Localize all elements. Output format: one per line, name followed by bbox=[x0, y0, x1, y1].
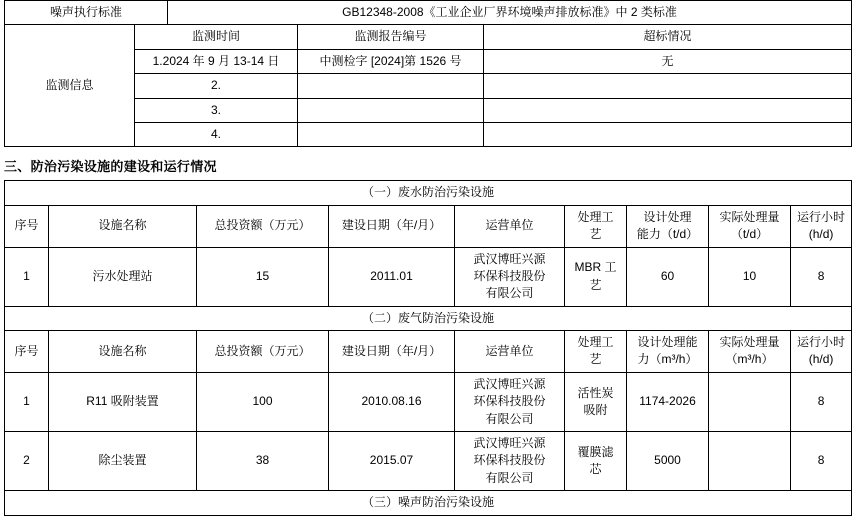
wg-header-hours-line1: 运行小时 bbox=[797, 335, 846, 350]
ww-header-actual-line1: 实际处理量 bbox=[719, 209, 780, 224]
ww-row1-craft: MBR 工艺 bbox=[565, 247, 627, 306]
wastegas-caption: （二）废气防治污染设施 bbox=[5, 306, 852, 330]
wg-row2-capacity: 5000 bbox=[627, 432, 709, 491]
noise-caption: （三）噪声防治污染设施 bbox=[5, 491, 852, 515]
wg-header-craft bbox=[565, 331, 627, 373]
monitor-time-value-1: 2024 年 9 月 13-14 日 bbox=[162, 53, 280, 68]
wg-row2-operator-line3: 有限公司 bbox=[485, 470, 534, 485]
pollution-facilities-table bbox=[4, 180, 852, 515]
wg-header-invest: 总投资额（万元） bbox=[197, 331, 329, 373]
ww-header-invest: 总投资额（万元） bbox=[197, 205, 329, 247]
wg-row1-date: 2010.08.16 bbox=[329, 372, 455, 431]
wg-row1-operator-line2: 环保科技股份 bbox=[473, 394, 546, 409]
noise-standard-value: GB12348-2008《工业企业厂界环境噪声排放标准》中 2 类标准 bbox=[168, 1, 852, 25]
wg-row1-actual bbox=[709, 372, 791, 431]
wg-header-hours-line2: (h/d) bbox=[808, 352, 834, 367]
table-row bbox=[5, 205, 852, 247]
monitor-info-table bbox=[4, 0, 852, 147]
monitor-time-2 bbox=[135, 74, 298, 98]
wg-row1-operator bbox=[455, 372, 565, 431]
wg-row2-operator-line1: 武汉博旺兴源 bbox=[473, 436, 546, 451]
wg-row1-operator-line3: 有限公司 bbox=[485, 411, 534, 426]
noise-standard-label: 噪声执行标准 bbox=[5, 1, 168, 25]
section-title: 三、防治污染设施的建设和运行情况 bbox=[4, 159, 217, 175]
ww-header-date: 建设日期（年/月） bbox=[329, 205, 455, 247]
wg-header-date: 建设日期（年/月） bbox=[329, 331, 455, 373]
exceed-status-4 bbox=[484, 122, 852, 146]
wg-row2-hours: 8 bbox=[791, 432, 852, 491]
ww-row1-capacity: 60 bbox=[627, 247, 709, 306]
report-no-1: 中测检字 [2024]第 1526 号 bbox=[298, 49, 484, 73]
ww-row1-operator-line1: 武汉博旺兴源 bbox=[473, 251, 546, 266]
wg-header-capacity bbox=[627, 331, 709, 373]
wg-row2-craft-line2: 芯 bbox=[589, 462, 602, 477]
row-index-4: 4. bbox=[211, 126, 222, 141]
monitor-time-3 bbox=[135, 98, 298, 122]
wg-header-no: 序号 bbox=[5, 331, 49, 373]
ww-header-actual-line2: （t/d） bbox=[730, 227, 769, 242]
report-no-4 bbox=[298, 122, 484, 146]
ww-header-hours-line1: 运行小时 bbox=[797, 209, 846, 224]
wg-header-operator: 运营单位 bbox=[455, 331, 565, 373]
monitor-time-4 bbox=[135, 122, 298, 146]
header-report-no: 监测报告编号 bbox=[298, 25, 484, 49]
table-row bbox=[5, 25, 852, 49]
wg-header-capacity-line2: 力（m³/h） bbox=[637, 352, 698, 367]
wg-row1-operator-line1: 武汉博旺兴源 bbox=[473, 376, 546, 391]
monitor-info-label: 监测信息 bbox=[5, 25, 135, 147]
row-index-2: 2. bbox=[211, 78, 222, 93]
wg-row1-name: R11 吸附装置 bbox=[49, 372, 197, 431]
ww-header-craft-line1: 处理工 bbox=[577, 209, 614, 224]
table-row bbox=[5, 247, 852, 306]
wg-row2-actual bbox=[709, 432, 791, 491]
row-index-1: 1. bbox=[152, 53, 163, 68]
wg-row1-capacity: 1174-2026 bbox=[627, 372, 709, 431]
ww-row1-operator bbox=[455, 247, 565, 306]
wg-row1-hours: 8 bbox=[791, 372, 852, 431]
wg-header-hours bbox=[791, 331, 852, 373]
table-row bbox=[5, 372, 852, 431]
table-row bbox=[5, 1, 852, 25]
wg-row2-date: 2015.07 bbox=[329, 432, 455, 491]
wg-row2-invest: 38 bbox=[197, 432, 329, 491]
exceed-status-1: 无 bbox=[484, 49, 852, 73]
report-no-3 bbox=[298, 98, 484, 122]
wg-header-actual-line2: （m³/h） bbox=[725, 352, 774, 367]
row-index-3: 3. bbox=[211, 102, 222, 117]
ww-row1-date: 2011.01 bbox=[329, 247, 455, 306]
ww-header-hours bbox=[791, 205, 852, 247]
ww-row1-actual: 10 bbox=[709, 247, 791, 306]
wg-header-craft-line2: 艺 bbox=[589, 352, 602, 367]
wg-row1-craft bbox=[565, 372, 627, 431]
ww-row1-name: 污水处理站 bbox=[49, 247, 197, 306]
table-row bbox=[5, 181, 852, 205]
wg-header-name: 设施名称 bbox=[49, 331, 197, 373]
ww-header-craft bbox=[565, 205, 627, 247]
wg-row2-no: 2 bbox=[5, 432, 49, 491]
table-row bbox=[5, 306, 852, 330]
wg-row2-name: 除尘装置 bbox=[49, 432, 197, 491]
table-row bbox=[5, 491, 852, 515]
ww-header-capacity-line1: 设计处理 bbox=[643, 209, 692, 224]
wg-header-capacity-line1: 设计处理能 bbox=[637, 335, 698, 350]
ww-header-actual bbox=[709, 205, 791, 247]
ww-header-capacity bbox=[627, 205, 709, 247]
ww-header-craft-line2: 艺 bbox=[589, 227, 602, 242]
ww-header-capacity-line2: 能力（t/d） bbox=[636, 227, 699, 242]
wg-row1-invest: 100 bbox=[197, 372, 329, 431]
wg-row2-craft bbox=[565, 432, 627, 491]
ww-header-operator: 运营单位 bbox=[455, 205, 565, 247]
wastewater-caption: （一）废水防治污染设施 bbox=[5, 181, 852, 205]
header-exceed-status: 超标情况 bbox=[484, 25, 852, 49]
wg-row1-craft-line2: 吸附 bbox=[583, 402, 608, 417]
report-no-2 bbox=[298, 74, 484, 98]
ww-row1-no: 1 bbox=[5, 247, 49, 306]
ww-header-no: 序号 bbox=[5, 205, 49, 247]
ww-row1-hours: 8 bbox=[791, 247, 852, 306]
wg-row2-operator-line2: 环保科技股份 bbox=[473, 453, 546, 468]
exceed-status-3 bbox=[484, 98, 852, 122]
wg-row2-craft-line1: 覆膜滤 bbox=[577, 444, 614, 459]
ww-row1-operator-line3: 有限公司 bbox=[485, 286, 534, 301]
ww-header-hours-line2: (h/d) bbox=[808, 227, 834, 242]
monitor-time-1 bbox=[135, 49, 298, 73]
exceed-status-2 bbox=[484, 74, 852, 98]
ww-header-name: 设施名称 bbox=[49, 205, 197, 247]
wg-header-actual-line1: 实际处理量 bbox=[719, 335, 780, 350]
header-monitor-time: 监测时间 bbox=[135, 25, 298, 49]
wg-row2-operator bbox=[455, 432, 565, 491]
wg-header-actual bbox=[709, 331, 791, 373]
ww-row1-operator-line2: 环保科技股份 bbox=[473, 268, 546, 283]
table-row bbox=[5, 432, 852, 491]
wg-header-craft-line1: 处理工 bbox=[577, 335, 614, 350]
wg-row1-no: 1 bbox=[5, 372, 49, 431]
ww-row1-invest: 15 bbox=[197, 247, 329, 306]
table-row bbox=[5, 331, 852, 373]
wg-row1-craft-line1: 活性炭 bbox=[577, 385, 614, 400]
